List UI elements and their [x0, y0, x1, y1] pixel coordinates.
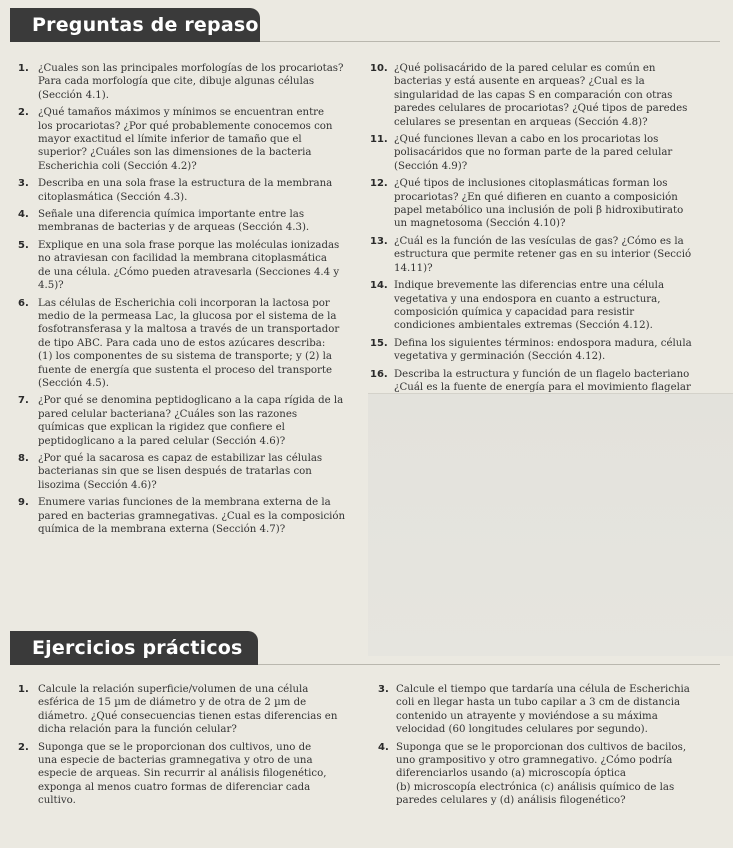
question-item: [370, 177, 720, 231]
exercise-text: Calcule la relación superficie/volumen de una célula esférica de 15 µm de diámetro y de otra de 2 µm de diámetro. ¿Qué consecuencias tienen estas diferencias en dicha relación para la función celular?: [38, 684, 338, 736]
repaso-column-right: [370, 62, 720, 398]
exercise-item: [378, 683, 718, 737]
question-text: ¿Qué tipos de inclusiones citoplasmáticas forman los procariotas? ¿En qué difieren en cuanto a composición papel metabólico una inclusión de poli β hidroxibutirato un magnetosoma (Sección 4.10)?: [394, 178, 684, 230]
question-text: Enumere varias funciones de la membrana externa de la pared en bacterias gramnegativas. ¿Cual es la composición química de la membrana externa (Sección 4.7)?: [38, 497, 346, 535]
header-rule-ejercicios: [258, 664, 720, 665]
question-number: 12.: [370, 178, 388, 190]
question-item: [18, 452, 354, 492]
question-item: [18, 62, 354, 102]
question-item: [18, 496, 354, 536]
question-number: 2.: [18, 107, 29, 119]
exercise-text: Calcule el tiempo que tardaría una célula de Escherichia coli en llegar hasta un tubo capilar a 3 cm de distancia contenido un atrayente y moviéndose a su máxima velocidad (60 longitudes celulares por segundo).: [396, 684, 690, 736]
question-text: Señale una diferencia química importante entre las membranas de bacterias y de arqueas (Sección 4.3).: [38, 209, 310, 234]
question-number: 14.: [370, 280, 388, 292]
question-text: ¿Qué tamaños máximos y mínimos se encuentran entre los procariotas? ¿Por qué probablemente conocemos con mayor exactitud el límite inferior de tamaño que el superior? ¿Cuáles son las dimensiones de la bacteria Escherichia coli (Sección 4.2)?: [38, 107, 333, 172]
exercise-number: 4.: [378, 741, 389, 753]
exercise-text: Suponga que se le proporcionan dos cultivos, uno de una especie de bacterias gramnegativa y otro de una especie de arqueas. Sin recurrir al análisis filogenético, exponga al menos cuatro formas de diferenciar cada cultivo.: [38, 741, 327, 807]
question-number: 9.: [18, 497, 29, 509]
question-number: 7.: [18, 395, 29, 407]
exercise-item: [18, 741, 354, 808]
repaso-column-left: [18, 62, 354, 540]
question-number: 8.: [18, 452, 29, 464]
question-item: [370, 368, 720, 395]
question-text: Describa la estructura y función de un flagelo bacteriano ¿Cuál es la fuente de energía para el movimiento flagelar: [394, 368, 691, 393]
section-title-ejercicios: Ejercicios prácticos: [32, 637, 243, 659]
question-number: 16.: [370, 368, 388, 380]
question-text: ¿Qué polisacárido de la pared celular es común en bacterias y está ausente en arqueas? ¿Cual es la singularidad de las capas S en comparación con otras paredes celulares de procariotas? ¿Qué tipos de paredes celulares se presentan en arqueas (Sección 4.8)?: [394, 63, 688, 128]
question-text: Indique brevemente las diferencias entre una célula vegetativa y una endospora en cuanto a estructura, composición química y capacidad para resistir condiciones ambientales extremas (Sección 4.12).: [394, 280, 665, 332]
section-title-repaso: Preguntas de repaso: [32, 14, 259, 36]
question-item: [370, 62, 720, 129]
question-item: [370, 133, 720, 173]
question-text: Las células de Escherichia coli incorporan la lactosa por medio de la permeasa Lac, la glucosa por el sistema de la fosfotransferasa y la maltosa a través de un transportador de tipo ABC. Para cada uno de estos azúcares describa: (1) los componentes de su sistema de transporte; y (2) la fuente de energía que sustenta el proceso del transporte (Sección 4.5).: [38, 297, 340, 389]
question-text: ¿Qué funciones llevan a cabo en los procariotas los polisacáridos que no forman parte de la pared celular (Sección 4.9)?: [394, 134, 673, 172]
exercise-number: 2.: [18, 741, 29, 753]
question-item: [18, 177, 354, 204]
question-item: [18, 394, 354, 448]
section-header-repaso: [10, 8, 260, 42]
question-number: 13.: [370, 235, 388, 247]
exercise-number: 1.: [18, 684, 29, 695]
question-number: 3.: [18, 178, 29, 190]
question-item: [370, 279, 720, 333]
exercise-item: [18, 683, 354, 737]
question-item: [370, 337, 720, 364]
exercise-number: 3.: [378, 684, 389, 695]
ejercicios-column-right: [378, 683, 718, 812]
question-text: ¿Por qué se denomina peptidoglicano a la capa rígida de la pared celular bacteriana? ¿Cuáles son las razones químicas que explican la rigidez que confiere el peptidoglicano a la pared celular (Sección 4.6)?: [38, 395, 344, 447]
question-item: [18, 208, 354, 235]
question-number: 15.: [370, 337, 388, 349]
question-item: [18, 297, 354, 391]
question-text: Describa en una sola frase la estructura de la membrana citoplasmática (Sección 4.3).: [38, 178, 333, 203]
question-number: 1.: [18, 63, 29, 74]
question-text: ¿Cuál es la función de las vesículas de gas? ¿Cómo es la estructura que permite retener gas en su interior (Secció 14.11)?: [394, 235, 692, 274]
question-item: [18, 239, 354, 293]
question-text: ¿Cuales son las principales morfologías de los procariotas? Para cada morfología que cite, dibuje algunas células (Sección 4.1).: [38, 63, 344, 101]
question-text: ¿Por qué la sacarosa es capaz de estabilizar las células bacterianas sin que se lisen después de tratarlas con lisozima (Sección 4.6)?: [38, 452, 323, 491]
question-text: Defina los siguientes términos: endospora madura, célula vegetativa y germinación (Sección 4.12).: [394, 337, 692, 363]
header-rule-repaso: [260, 41, 720, 42]
exercise-text: Suponga que se le proporcionan dos cultivos de bacilos, uno grampositivo y otro gramnegativo. ¿Cómo podría diferenciarlos usando (a) microscopía óptica (b) microscopía electrónica (c) análisis químico de las paredes celulares y (d) análisis filogenético?: [396, 741, 687, 807]
section-header-ejercicios: [10, 631, 258, 665]
question-item: [18, 106, 354, 173]
question-number: 6.: [18, 297, 29, 309]
question-item: [370, 235, 720, 275]
question-text: Explique en una sola frase porque las moléculas ionizadas no atraviesan con facilidad la membrana citoplasmática de una célula. ¿Cómo pueden atravesarla (Secciones 4.4 y 4.5)?: [38, 239, 340, 292]
question-number: 10.: [370, 63, 388, 74]
question-number: 4.: [18, 209, 29, 221]
ejercicios-column-left: [18, 683, 354, 812]
scan-shade-region: [368, 393, 733, 656]
question-number: 5.: [18, 239, 29, 251]
question-number: 11.: [370, 134, 388, 146]
exercise-item: [378, 741, 718, 808]
